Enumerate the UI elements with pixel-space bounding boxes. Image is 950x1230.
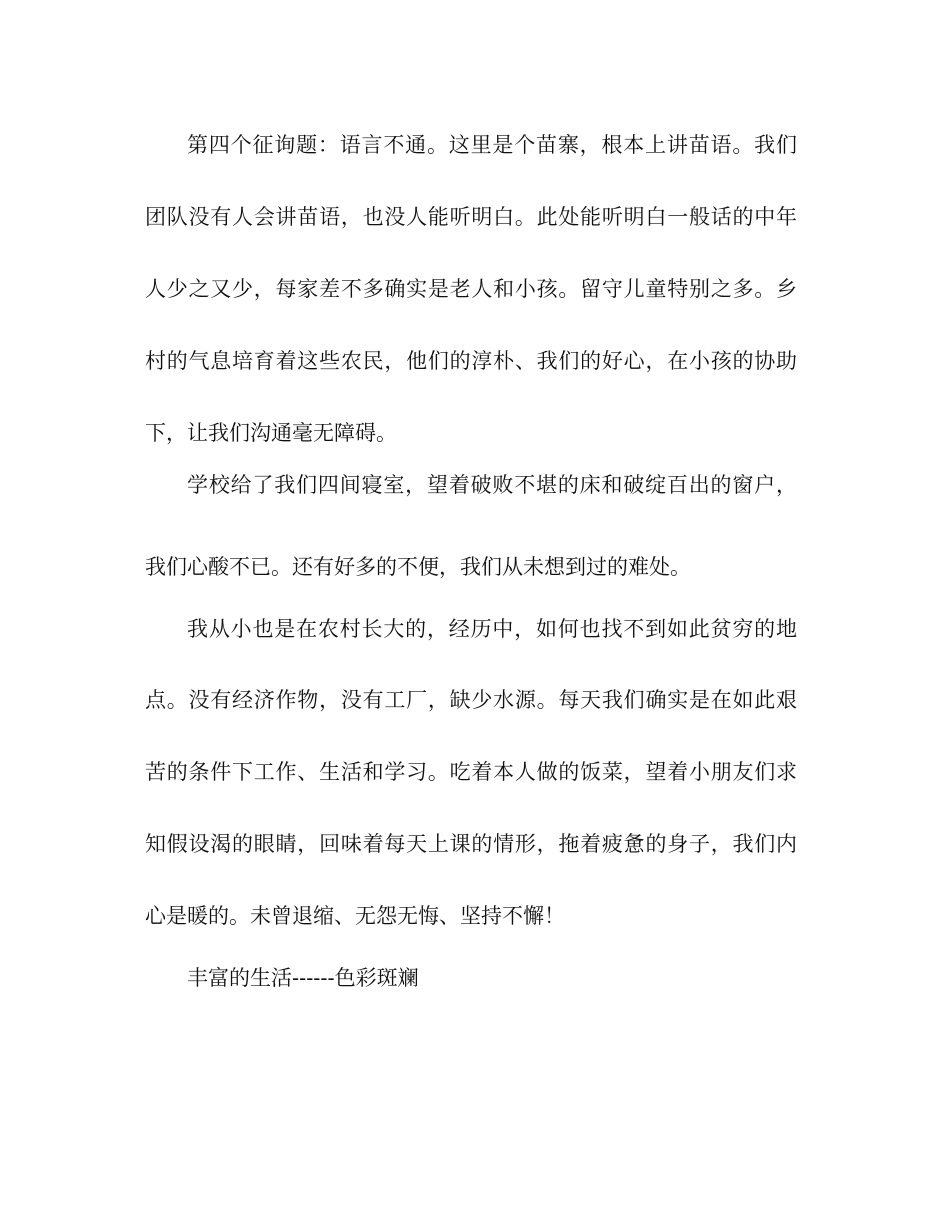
paragraph-1-line-5: 下，让我们沟通毫无障碍。 [145,421,397,445]
paragraph-1-line-1: 第四个征询题：语言不通。这里是个苗寨，根本上讲苗语。我们 [187,133,797,157]
paragraph-2-line-1: 学校给了我们四间寝室，望着破败不堪的床和破绽百出的窗户， [187,473,797,497]
paragraph-4-line-1: 丰富的生活------色彩斑斓 [187,966,419,990]
paragraph-1-line-4: 村的气息培育着这些农民，他们的淳朴、我们的好心，在小孩的协助 [145,349,797,373]
paragraph-1-line-3: 人少之又少，每家差不多确实是老人和小孩。留守儿童特别之多。乡 [145,277,797,301]
paragraph-3-line-5: 心是暖的。未曾退缩、无怨无悔、坚持不懈！ [145,904,565,928]
paragraph-3-line-4: 知假设渴的眼睛，回味着每天上课的情形，拖着疲惫的身子，我们内 [145,832,797,856]
paragraph-3-line-3: 苦的条件下工作、生活和学习。吃着本人做的饭菜，望着小朋友们求 [145,760,797,784]
paragraph-3-line-2: 点。没有经济作物，没有工厂，缺少水源。每天我们确实是在如此艰 [145,688,797,712]
paragraph-3-line-1: 我从小也是在农村长大的，经历中，如何也找不到如此贫穷的地 [187,617,797,641]
paragraph-2-line-2: 我们心酸不已。还有好多的不便，我们从未想到过的难处。 [145,555,691,579]
paragraph-1-line-2: 团队没有人会讲苗语，也没人能听明白。此处能听明白一般话的中年 [145,205,797,229]
